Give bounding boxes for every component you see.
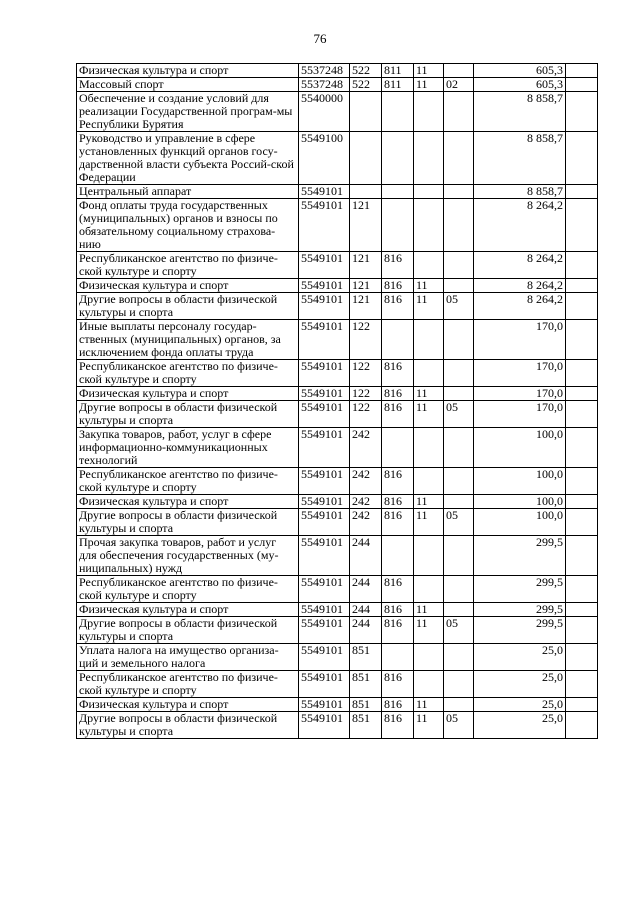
row-target-article: 5549101 (299, 320, 350, 360)
row-target-article: 5549101 (299, 495, 350, 509)
row-section (414, 644, 444, 671)
row-target-article: 5549101 (299, 698, 350, 712)
row-subsection: 05 (444, 401, 474, 428)
row-expense-type: 121 (350, 293, 382, 320)
row-target-article: 5549101 (299, 617, 350, 644)
table-row (77, 320, 598, 360)
row-section (414, 671, 444, 698)
row-target-article: 5549101 (299, 293, 350, 320)
row-amount: 100,0 (474, 509, 566, 536)
row-section: 11 (414, 279, 444, 293)
row-section (414, 92, 444, 132)
row-expense-type: 121 (350, 252, 382, 279)
row-subsection (444, 576, 474, 603)
row-expense-type (350, 132, 382, 185)
table-row (77, 78, 598, 92)
row-empty-cell (566, 252, 598, 279)
row-target-article: 5549101 (299, 401, 350, 428)
row-empty-cell (566, 617, 598, 644)
table-row (77, 603, 598, 617)
row-empty-cell (566, 712, 598, 739)
row-empty-cell (566, 671, 598, 698)
row-name: Физическая культура и спорт (77, 279, 299, 293)
row-name: Фонд оплаты труда государственных (муниципальных) органов и взносы по обязательному социальному страхова-нию (77, 199, 299, 252)
row-name: Другие вопросы в области физической культуры и спорта (77, 617, 299, 644)
row-section: 11 (414, 495, 444, 509)
row-subsection: 02 (444, 78, 474, 92)
row-name: Центральный аппарат (77, 185, 299, 199)
row-empty-cell (566, 603, 598, 617)
row-amount: 170,0 (474, 360, 566, 387)
row-name: Обеспечение и создание условий для реализации Государственной програм-мы Республики Бурятия (77, 92, 299, 132)
row-subsection (444, 603, 474, 617)
row-main-manager (382, 132, 414, 185)
row-expense-type: 122 (350, 320, 382, 360)
row-name: Массовый спорт (77, 78, 299, 92)
row-amount: 25,0 (474, 712, 566, 739)
row-subsection (444, 428, 474, 468)
row-section (414, 185, 444, 199)
row-main-manager (382, 92, 414, 132)
table-row (77, 617, 598, 644)
row-main-manager: 811 (382, 64, 414, 78)
row-name: Республиканское агентство по физиче-ской культуре и спорту (77, 252, 299, 279)
row-main-manager: 816 (382, 712, 414, 739)
table-row (77, 712, 598, 739)
row-main-manager: 816 (382, 387, 414, 401)
row-amount: 170,0 (474, 320, 566, 360)
row-section: 11 (414, 698, 444, 712)
row-name: Республиканское агентство по физиче-ской культуре и спорту (77, 360, 299, 387)
row-section (414, 576, 444, 603)
row-expense-type: 242 (350, 509, 382, 536)
row-empty-cell (566, 320, 598, 360)
row-empty-cell (566, 495, 598, 509)
row-name: Физическая культура и спорт (77, 698, 299, 712)
row-subsection (444, 387, 474, 401)
row-empty-cell (566, 92, 598, 132)
table-row (77, 279, 598, 293)
row-section: 11 (414, 712, 444, 739)
table-row (77, 671, 598, 698)
row-main-manager: 816 (382, 671, 414, 698)
row-amount: 605,3 (474, 78, 566, 92)
row-amount: 100,0 (474, 468, 566, 495)
row-target-article: 5549101 (299, 603, 350, 617)
row-expense-type: 121 (350, 279, 382, 293)
row-subsection: 05 (444, 509, 474, 536)
row-amount: 8 264,2 (474, 293, 566, 320)
row-section (414, 536, 444, 576)
row-amount: 170,0 (474, 401, 566, 428)
row-name: Иные выплаты персоналу государ-ственных (муниципальных) органов, за исключением фонда оплаты труда (77, 320, 299, 360)
row-main-manager: 811 (382, 78, 414, 92)
row-expense-type: 851 (350, 644, 382, 671)
page-number: 76 (313, 31, 327, 46)
table-row (77, 387, 598, 401)
row-empty-cell (566, 698, 598, 712)
row-subsection (444, 671, 474, 698)
row-expense-type: 121 (350, 199, 382, 252)
row-expense-type: 851 (350, 712, 382, 739)
row-main-manager (382, 199, 414, 252)
row-amount: 299,5 (474, 536, 566, 576)
row-subsection: 05 (444, 712, 474, 739)
row-section (414, 252, 444, 279)
row-target-article: 5537248 (299, 78, 350, 92)
row-empty-cell (566, 387, 598, 401)
row-target-article: 5549101 (299, 199, 350, 252)
table-row (77, 468, 598, 495)
row-empty-cell (566, 536, 598, 576)
row-target-article: 5549101 (299, 671, 350, 698)
row-target-article: 5549101 (299, 185, 350, 199)
table-row (77, 293, 598, 320)
row-main-manager: 816 (382, 698, 414, 712)
row-section (414, 199, 444, 252)
row-main-manager: 816 (382, 279, 414, 293)
row-subsection (444, 132, 474, 185)
row-expense-type (350, 92, 382, 132)
row-expense-type: 851 (350, 698, 382, 712)
table-row (77, 509, 598, 536)
row-section (414, 428, 444, 468)
row-main-manager: 816 (382, 401, 414, 428)
row-expense-type: 242 (350, 428, 382, 468)
row-section (414, 468, 444, 495)
row-subsection (444, 320, 474, 360)
row-amount: 170,0 (474, 387, 566, 401)
row-expense-type: 242 (350, 495, 382, 509)
row-target-article: 5549101 (299, 468, 350, 495)
row-name: Прочая закупка товаров, работ и услуг для обеспечения государственных (му-ниципальных) нужд (77, 536, 299, 576)
table-row (77, 132, 598, 185)
row-expense-type: 244 (350, 617, 382, 644)
row-expense-type: 122 (350, 387, 382, 401)
row-target-article: 5549101 (299, 509, 350, 536)
row-subsection (444, 279, 474, 293)
table-row (77, 644, 598, 671)
row-subsection (444, 536, 474, 576)
row-main-manager: 816 (382, 360, 414, 387)
row-section (414, 132, 444, 185)
row-empty-cell (566, 64, 598, 78)
row-target-article: 5549101 (299, 428, 350, 468)
row-empty-cell (566, 468, 598, 495)
row-subsection (444, 92, 474, 132)
row-subsection (444, 199, 474, 252)
row-target-article: 5549101 (299, 712, 350, 739)
row-expense-type: 122 (350, 360, 382, 387)
table-row (77, 401, 598, 428)
row-name: Физическая культура и спорт (77, 64, 299, 78)
row-amount: 100,0 (474, 428, 566, 468)
row-section: 11 (414, 64, 444, 78)
row-name: Республиканское агентство по физиче-ской культуре и спорту (77, 576, 299, 603)
row-main-manager (382, 536, 414, 576)
row-amount: 299,5 (474, 576, 566, 603)
row-empty-cell (566, 360, 598, 387)
row-empty-cell (566, 185, 598, 199)
row-target-article: 5549101 (299, 360, 350, 387)
row-subsection: 05 (444, 617, 474, 644)
row-name: Физическая культура и спорт (77, 603, 299, 617)
row-name: Республиканское агентство по физиче-ской культуре и спорту (77, 671, 299, 698)
row-main-manager: 816 (382, 603, 414, 617)
table-row (77, 252, 598, 279)
table-row (77, 536, 598, 576)
row-expense-type: 242 (350, 468, 382, 495)
row-main-manager: 816 (382, 468, 414, 495)
row-section: 11 (414, 401, 444, 428)
row-subsection (444, 185, 474, 199)
row-amount: 299,5 (474, 617, 566, 644)
row-expense-type: 522 (350, 78, 382, 92)
row-subsection: 05 (444, 293, 474, 320)
row-target-article: 5549101 (299, 536, 350, 576)
row-amount: 8 858,7 (474, 132, 566, 185)
row-empty-cell (566, 199, 598, 252)
row-amount: 100,0 (474, 495, 566, 509)
table-row (77, 199, 598, 252)
row-name: Другие вопросы в области физической культуры и спорта (77, 401, 299, 428)
row-target-article: 5537248 (299, 64, 350, 78)
row-main-manager: 816 (382, 252, 414, 279)
row-subsection (444, 495, 474, 509)
row-expense-type: 244 (350, 576, 382, 603)
budget-table (76, 63, 598, 739)
row-main-manager: 816 (382, 509, 414, 536)
row-name: Уплата налога на имущество организа-ций и земельного налога (77, 644, 299, 671)
row-name: Другие вопросы в области физической культуры и спорта (77, 509, 299, 536)
row-empty-cell (566, 279, 598, 293)
row-empty-cell (566, 401, 598, 428)
row-target-article: 5549101 (299, 644, 350, 671)
row-amount: 8 858,7 (474, 92, 566, 132)
budget-table-body (77, 64, 598, 739)
row-amount: 8 264,2 (474, 279, 566, 293)
row-amount: 8 858,7 (474, 185, 566, 199)
row-amount: 8 264,2 (474, 199, 566, 252)
row-section: 11 (414, 78, 444, 92)
row-subsection (444, 468, 474, 495)
row-empty-cell (566, 576, 598, 603)
row-subsection (444, 644, 474, 671)
row-expense-type: 244 (350, 603, 382, 617)
row-section: 11 (414, 603, 444, 617)
row-name: Физическая культура и спорт (77, 495, 299, 509)
row-name: Физическая культура и спорт (77, 387, 299, 401)
table-row (77, 576, 598, 603)
row-amount: 605,3 (474, 64, 566, 78)
row-main-manager (382, 644, 414, 671)
row-main-manager: 816 (382, 576, 414, 603)
row-expense-type: 851 (350, 671, 382, 698)
table-row (77, 360, 598, 387)
row-amount: 25,0 (474, 698, 566, 712)
table-row (77, 92, 598, 132)
row-section: 11 (414, 293, 444, 320)
row-name: Республиканское агентство по физиче-ской культуре и спорту (77, 468, 299, 495)
table-row (77, 64, 598, 78)
row-main-manager: 816 (382, 293, 414, 320)
row-section: 11 (414, 509, 444, 536)
row-amount: 8 264,2 (474, 252, 566, 279)
row-target-article: 5549101 (299, 252, 350, 279)
row-subsection (444, 360, 474, 387)
row-empty-cell (566, 644, 598, 671)
table-row (77, 698, 598, 712)
row-empty-cell (566, 293, 598, 320)
row-expense-type: 122 (350, 401, 382, 428)
table-row (77, 185, 598, 199)
row-subsection (444, 64, 474, 78)
row-subsection (444, 252, 474, 279)
row-main-manager (382, 320, 414, 360)
row-empty-cell (566, 509, 598, 536)
row-target-article: 5540000 (299, 92, 350, 132)
row-name: Другие вопросы в области физической культуры и спорта (77, 293, 299, 320)
row-target-article: 5549101 (299, 576, 350, 603)
row-name: Руководство и управление в сфере установленных функций органов госу-дарственной власти субъекта Россий-ской Федерации (77, 132, 299, 185)
row-amount: 25,0 (474, 644, 566, 671)
row-section: 11 (414, 387, 444, 401)
row-empty-cell (566, 132, 598, 185)
row-section: 11 (414, 617, 444, 644)
row-target-article: 5549101 (299, 279, 350, 293)
row-expense-type (350, 185, 382, 199)
table-row (77, 495, 598, 509)
row-subsection (444, 698, 474, 712)
row-empty-cell (566, 428, 598, 468)
table-row (77, 428, 598, 468)
row-expense-type: 522 (350, 64, 382, 78)
row-amount: 25,0 (474, 671, 566, 698)
row-target-article: 5549100 (299, 132, 350, 185)
row-name: Другие вопросы в области физической культуры и спорта (77, 712, 299, 739)
row-section (414, 320, 444, 360)
row-amount: 299,5 (474, 603, 566, 617)
row-main-manager: 816 (382, 495, 414, 509)
row-name: Закупка товаров, работ, услуг в сфере информационно-коммуникационных технологий (77, 428, 299, 468)
row-section (414, 360, 444, 387)
row-main-manager (382, 185, 414, 199)
row-target-article: 5549101 (299, 387, 350, 401)
row-main-manager (382, 428, 414, 468)
row-main-manager: 816 (382, 617, 414, 644)
row-empty-cell (566, 78, 598, 92)
row-expense-type: 244 (350, 536, 382, 576)
